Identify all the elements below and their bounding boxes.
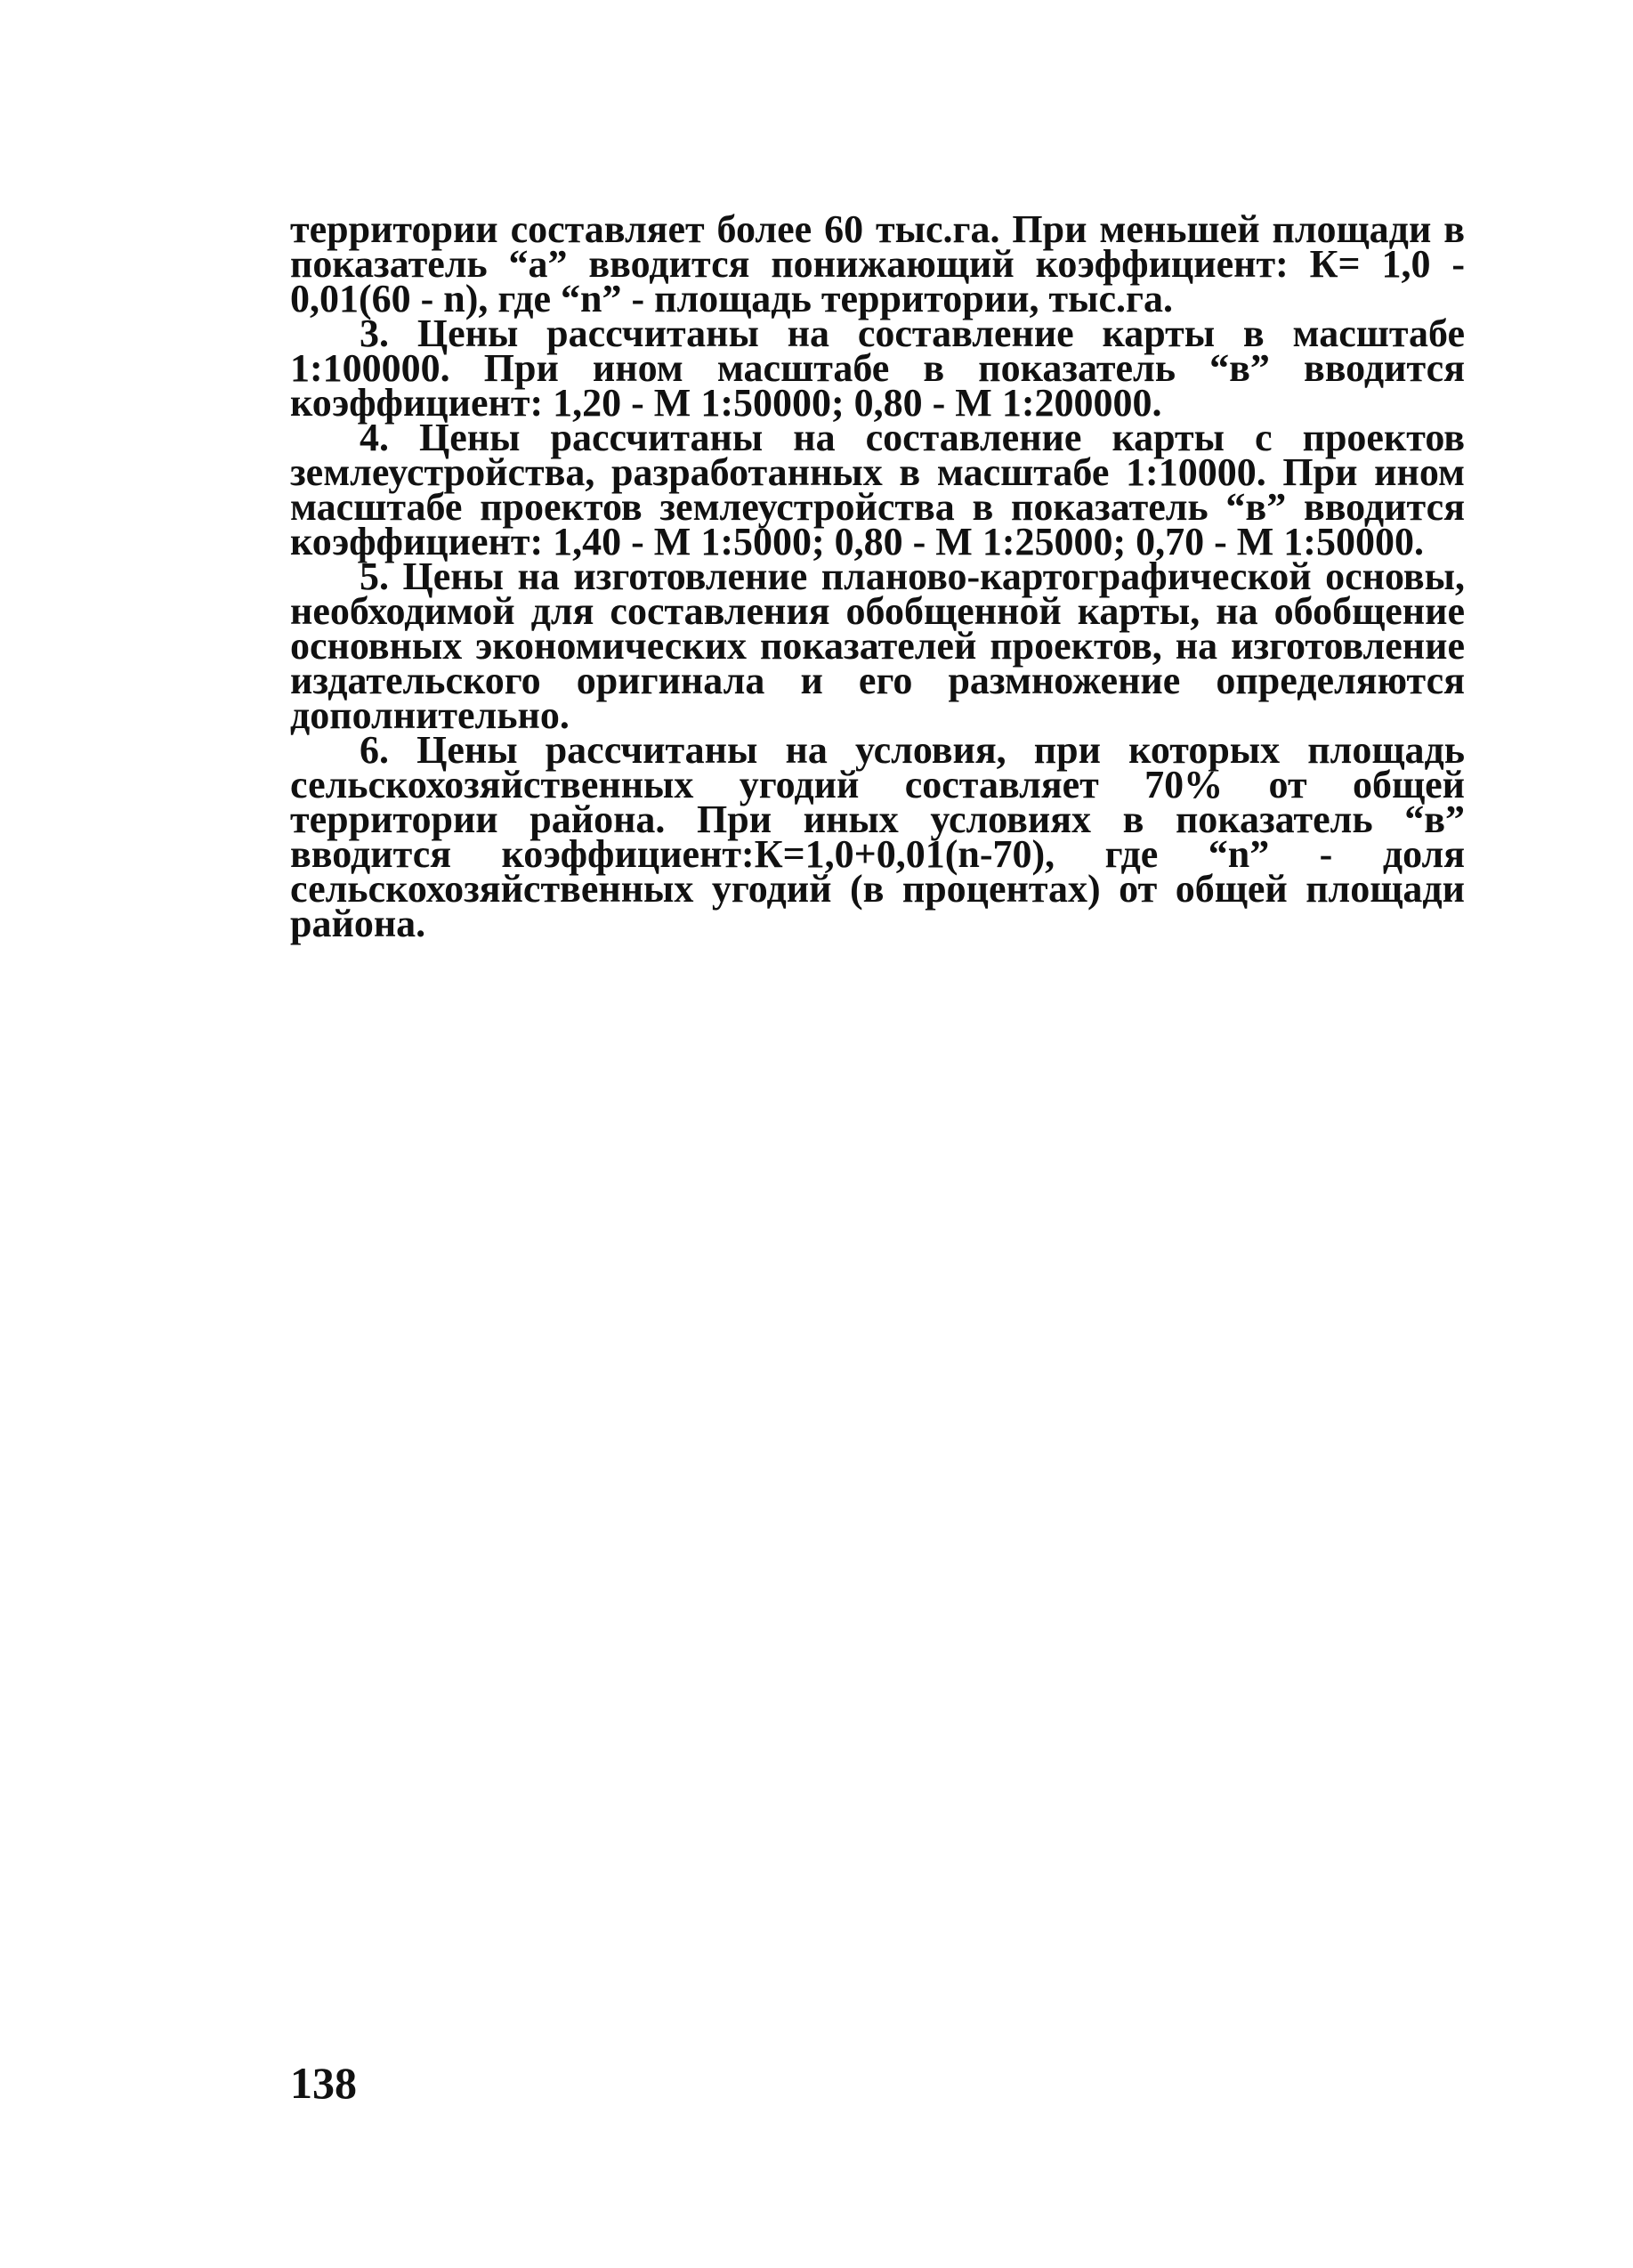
- paragraph-continuation: территории составляет более 60 тыс.га. При меньшей площади в показатель “а” вводится понижающий коэффициент: К= 1,0 - 0,01(60 - n), где “n” - площадь территории, тыс.га.: [290, 207, 1465, 320]
- paragraph-note-4: 4. Цены рассчитаны на составление карты с проектов землеустройства, разработанных в масштабе 1:10000. При ином масштабе проектов землеустройства в показатель “в” вводится коэффициент: 1,40 - М 1:5000; 0,80 - М 1:25000; 0,70 - М 1:50000.: [290, 416, 1465, 563]
- paragraph-note-3: 3. Цены рассчитаны на составление карты в масштабе 1:100000. При ином масштабе в показатель “в” вводится коэффициент: 1,20 - М 1:50000; 0,80 - М 1:200000.: [290, 312, 1465, 425]
- page-number: 138: [290, 2058, 357, 2108]
- paragraph-note-5: 5. Цены на изготовление планово-картографической основы, необходимой для составления обобщенной карты, на обобщение основных экономических показателей проектов, на изготовление издательского оригинала и его размножение определяются дополнительно.: [290, 555, 1465, 737]
- main-text: [290, 207, 1465, 945]
- paragraph-note-6: 6. Цены рассчитаны на условия, при которых площадь сельскохозяйственных угодий составляет 70% от общей территории района. При иных условиях в показатель “в” вводится коэффициент:К=1,0+0,01(n-70), где “n” - доля сельскохозяйственных угодий (в процентах) от общей площади района.: [290, 728, 1465, 945]
